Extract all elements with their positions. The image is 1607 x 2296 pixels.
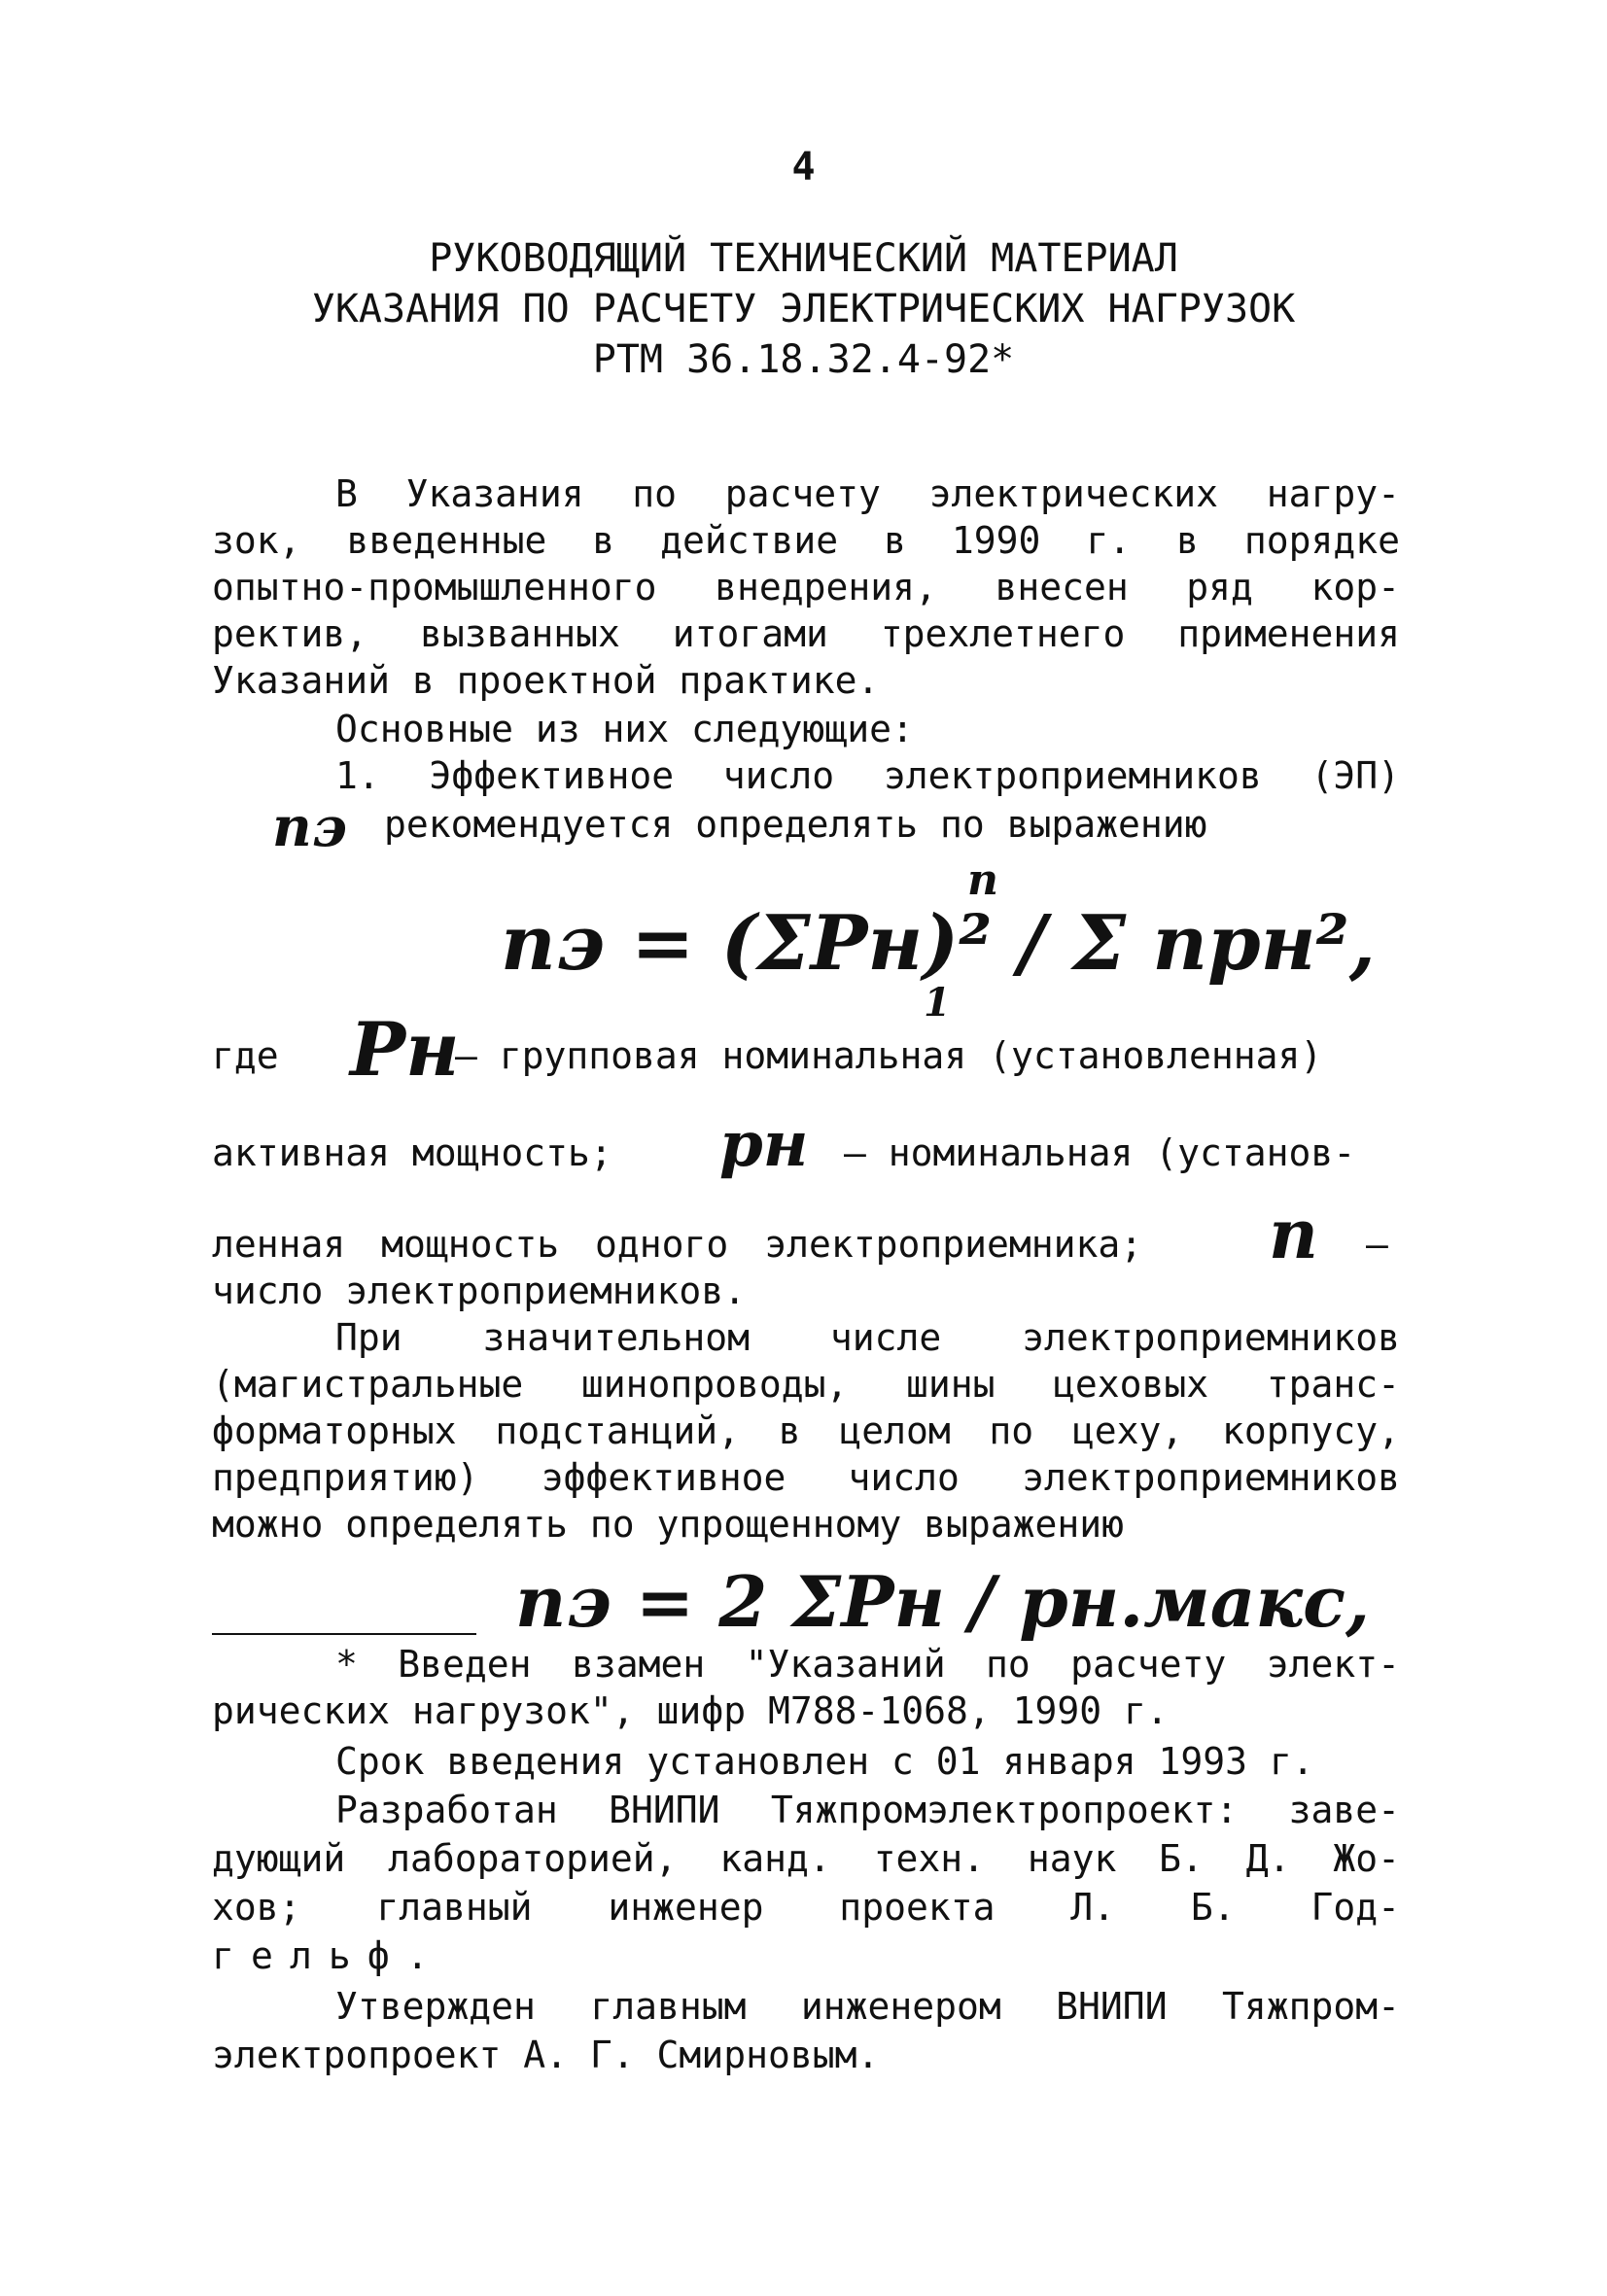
item1-line-2: рекомендуется определять по выражению <box>384 803 1207 846</box>
formula-1: nэ = (ΣPн)² / Σ npн², <box>501 899 1376 988</box>
formula-1-lower-limit: 1 <box>924 980 951 1026</box>
symbol-p-n: pн <box>719 1108 809 1181</box>
def-line-3: ленная мощность одного электроприемника; <box>212 1223 1143 1266</box>
def-line-2: активная мощность; <box>212 1131 612 1174</box>
razrabotan-line-2: дующий лабораторией, канд. техн. наук Б. Д. Жо- <box>212 1837 1400 1880</box>
header-line-3: РТМ 36.18.32.4-92* <box>592 337 1015 382</box>
razrabotan-line-4: гельф. <box>212 1934 445 1977</box>
para3-line-4: предприятию) эффективное число электроприемников <box>212 1456 1400 1499</box>
def-gde: где <box>212 1034 279 1077</box>
def-n-dash: – <box>1366 1223 1388 1266</box>
formula-2: nэ = 2 ΣPн / pн.макс, <box>515 1560 1371 1643</box>
para1-line-1: В Указания по расчету электрических нагру- <box>335 472 1400 515</box>
para1-line-2: зок, введенные в действие в 1990 г. в порядке <box>212 519 1400 562</box>
razrabotan-line-3: хов; главный инженер проекта Л. Б. Год- <box>212 1886 1400 1929</box>
def-p-text: – номинальная (установ- <box>844 1131 1356 1174</box>
para1-line-3: опытно-промышленного внедрения, внесен ряд кор- <box>212 566 1400 609</box>
symbol-n-e: nэ <box>272 795 347 859</box>
para1-line-5: Указаний в проектной практике. <box>212 659 880 702</box>
para2: Основные из них следующие: <box>335 708 914 750</box>
def-line-4: число электроприемников. <box>212 1270 747 1312</box>
symbol-n: n <box>1269 1194 1318 1274</box>
para3-line-1: При значительном числе электроприемников <box>335 1316 1400 1359</box>
utverzhden-line-1: Утвержден главным инженером ВНИПИ Тяжпром- <box>335 1985 1400 2028</box>
para1-line-4: ректив, вызванных итогами трехлетнего применения <box>212 612 1400 655</box>
formula-1-upper-limit: n <box>967 855 998 905</box>
def-P-text: – групповая номинальная (установленная) <box>455 1034 1323 1077</box>
para3-line-2: (магистральные шинопроводы, шины цеховых транс- <box>212 1363 1400 1406</box>
footnote-line-1: * Введен взамен "Указаний по расчету элект- <box>335 1643 1400 1686</box>
item1-line-1: 1. Эффективное число электроприемников (ЭП) <box>335 754 1400 797</box>
srok: Срок введения установлен с 01 января 1993 г. <box>335 1740 1314 1783</box>
para3-line-3: форматорных подстанций, в целом по цеху, корпусу, <box>212 1409 1400 1452</box>
footnote-line-2: рических нагрузок", шифр М788-1068, 1990 г. <box>212 1689 1169 1732</box>
header-line-1: РУКОВОДЯЩИЙ ТЕХНИЧЕСКИЙ МАТЕРИАЛ <box>429 236 1178 281</box>
symbol-P-n: Pн <box>350 1006 460 1093</box>
utverzhden-line-2: электропроект А. Г. Смирновым. <box>212 2034 880 2076</box>
para3-line-5: можно определять по упрощенному выражению <box>212 1503 1124 1546</box>
footnote-separator <box>212 1633 476 1635</box>
page-number: 4 <box>791 145 816 190</box>
header-line-2: УКАЗАНИЯ ПО РАСЧЕТУ ЭЛЕКТРИЧЕСКИХ НАГРУЗОК <box>311 287 1296 331</box>
razrabotan-line-1: Разработан ВНИПИ Тяжпромэлектропроект: заве- <box>335 1789 1400 1831</box>
